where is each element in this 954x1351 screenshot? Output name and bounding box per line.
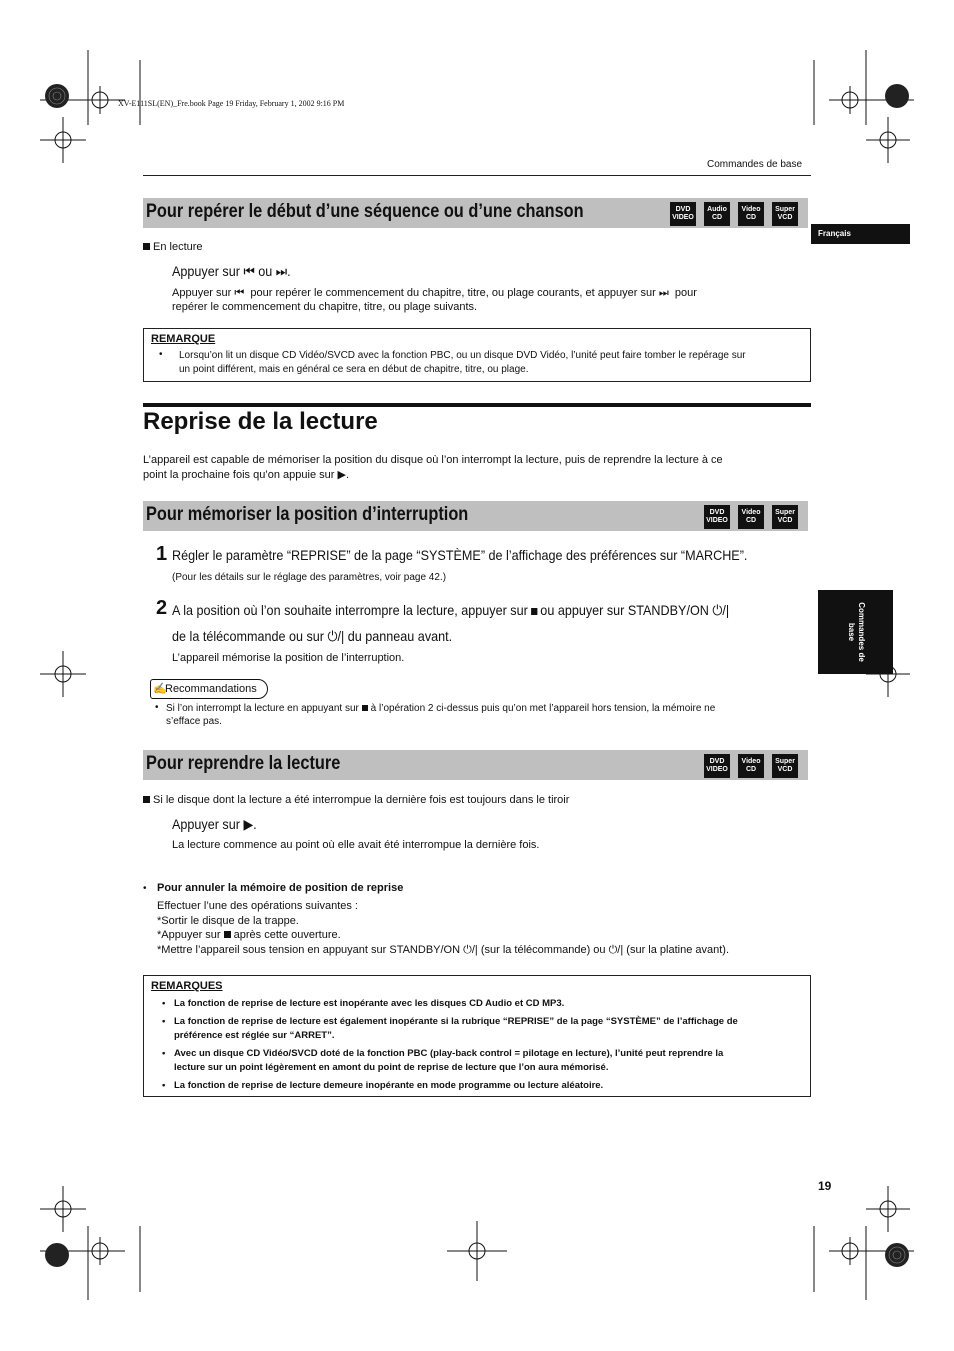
play-icon: ▶	[243, 816, 254, 832]
note-item: • La fonction de reprise de lecture est inopérante avec les disques CD Audio et CD MP3.	[162, 998, 565, 1009]
notes-list	[162, 997, 802, 1093]
super-vcd-icon: Super VCD	[772, 202, 798, 226]
section1-note-box	[143, 328, 811, 382]
cancel-steps	[157, 899, 817, 958]
note-item: • La fonction de reprise de lecture est également inopérante si la rubrique “REPRISE” de la page “SYSTÈME” de l’affichage de préférence est réglée sur “ARRET”.	[162, 1015, 738, 1041]
skip-forward-icon: ⏭	[275, 263, 288, 279]
stop-icon	[362, 705, 368, 711]
section2-disc-icons	[704, 505, 798, 529]
section3-result: La lecture commence au point où elle avait été interrompue la dernière fois.	[172, 839, 540, 851]
video-cd-icon: Video CD	[738, 754, 764, 778]
note-item: • Avec un disque CD Vidéo/SVCD doté de la fonction PBC (play-back control = pilotage en lecture), l’unité peut reprendre la lecture sur un point légèrement en amont du point de reprise de lecture que l’on aura mémorisé.	[162, 1047, 724, 1073]
stop-icon	[531, 608, 537, 615]
cancel-intro: Effectuer l’une des opérations suivantes :	[157, 900, 358, 912]
section3-instruction: Appuyer sur ▶.	[172, 816, 257, 832]
section3-bar	[143, 750, 808, 780]
dvd-video-icon: DVD VIDEO	[704, 754, 730, 778]
hand-icon: ✍	[153, 683, 167, 695]
standby-icon: ⏻/|	[608, 944, 624, 957]
header-rule	[143, 175, 811, 176]
note-label: REMARQUE	[151, 333, 216, 345]
recommendations-label: ✍ Recommandations	[150, 679, 268, 699]
note-bullet: •	[159, 349, 163, 360]
cancel-step-2: *Appuyer sur après cette ouverture.	[157, 929, 341, 942]
file-info: XV-E111SL(EN)_Fre.book Page 19 Friday, February 1, 2002 9:16 PM	[118, 99, 345, 108]
reco-bullet: •	[155, 702, 159, 713]
play-icon: ▶	[337, 469, 346, 481]
section1-title: Pour repérer le début d’une séquence ou d’une chanson	[146, 201, 584, 222]
dvd-video-icon: DVD VIDEO	[704, 505, 730, 529]
step2-line2: de la télécommande ou sur ⏻/| du panneau avant.	[172, 628, 453, 644]
video-cd-icon: Video CD	[738, 202, 764, 226]
skip-forward-icon: ⏭	[658, 287, 669, 299]
super-vcd-icon: Super VCD	[772, 754, 798, 778]
section3-disc-icons	[704, 754, 798, 778]
language-tab: Français	[811, 224, 910, 244]
main-intro: L’appareil est capable de mémoriser la position du disque où l’on interrompt la lecture, puis de reprendre la lecture à ce point la prochaine fois qu’on appuie sur ▶.	[143, 454, 723, 481]
section3-condition: Si le disque dont la lecture a été interrompue la dernière fois est toujours dans le tiroir	[143, 794, 569, 806]
side-tab	[818, 590, 893, 674]
section1-detail: Appuyer sur ⏮ pour repérer le commencement du chapitre, titre, ou plage courants, et appuyer sur ⏭ pour repérer le commencement du chapitre, titre, ou plage suivants.	[172, 287, 697, 313]
step1-number: 1	[156, 543, 168, 565]
step1-text: Régler le paramètre “REPRISE” de la page “SYSTÈME” de l’affichage des préférences sur “MARCHE”.	[172, 547, 748, 563]
section1-bar	[143, 198, 808, 228]
note-text: Lorsqu’on lit un disque CD Vidéo/SVCD avec la fonction PBC, ou un disque DVD Vidéo, l’unité peut faire tomber le repérage sur un point différent, mais en général ce sera en début de chapitre, titre, ou plage.	[179, 350, 746, 375]
section2-title: Pour mémoriser la position d’interruption	[146, 504, 469, 525]
section3-title: Pour reprendre la lecture	[146, 753, 341, 774]
square-bullet-icon	[143, 796, 150, 803]
cancel-title: Pour annuler la mémoire de position de reprise	[157, 882, 404, 894]
dvd-video-icon: DVD VIDEO	[670, 202, 696, 226]
standby-icon: ⏻/|	[712, 602, 730, 618]
notes-label: REMARQUES	[151, 980, 223, 992]
step1-sub: (Pour les détails sur le réglage des paramètres, voir page 42.)	[172, 572, 447, 583]
stop-icon	[224, 931, 231, 938]
reco-text: Si l’on interrompt la lecture en appuyant sur à l’opération 2 ci-dessus puis qu’on met l’appareil hors tension, la mémoire ne s’efface pas.	[166, 703, 716, 727]
cancel-step-3: *Mettre l’appareil sous tension en appuyant sur STANDBY/ON ⏻/| (sur la télécommande) ou ⏻/| (sur la platine avant).	[157, 944, 730, 957]
section3-notes-box	[143, 975, 811, 1097]
section1-condition: En lecture	[143, 241, 203, 253]
note-item: • La fonction de reprise de lecture demeure inopérante en mode programme ou lecture aléatoire.	[162, 1079, 604, 1091]
step2-sub: L’appareil mémorise la position de l’interruption.	[172, 652, 405, 664]
page-number: 19	[818, 1179, 832, 1193]
main-title: Reprise de la lecture	[143, 408, 378, 435]
section-header: Commandes de base	[707, 159, 803, 170]
standby-icon: ⏻/|	[463, 944, 478, 957]
skip-back-icon: ⏮	[234, 287, 245, 299]
cancel-bullet: •	[143, 883, 147, 894]
step2-number: 2	[156, 597, 168, 619]
step2-line1: A la position où l’on souhaite interrompre la lecture, appuyer sur ou appuyer sur STANDBY/ON ⏻/|	[172, 602, 730, 618]
section1-disc-icons	[670, 202, 798, 226]
square-bullet-icon	[143, 243, 150, 250]
side-tab-label: Commandes de base	[846, 602, 866, 662]
cancel-step-1: *Sortir le disque de la trappe.	[157, 914, 299, 927]
section2-bar	[143, 501, 808, 531]
section1-instruction: Appuyer sur ⏮ ou ⏭.	[172, 263, 291, 279]
super-vcd-icon: Super VCD	[772, 505, 798, 529]
video-cd-icon: Video CD	[738, 505, 764, 529]
audio-cd-icon: Audio CD	[704, 202, 730, 226]
standby-icon: ⏻/|	[327, 628, 345, 644]
main-heading-rule	[143, 403, 811, 407]
skip-back-icon: ⏮	[243, 263, 255, 279]
